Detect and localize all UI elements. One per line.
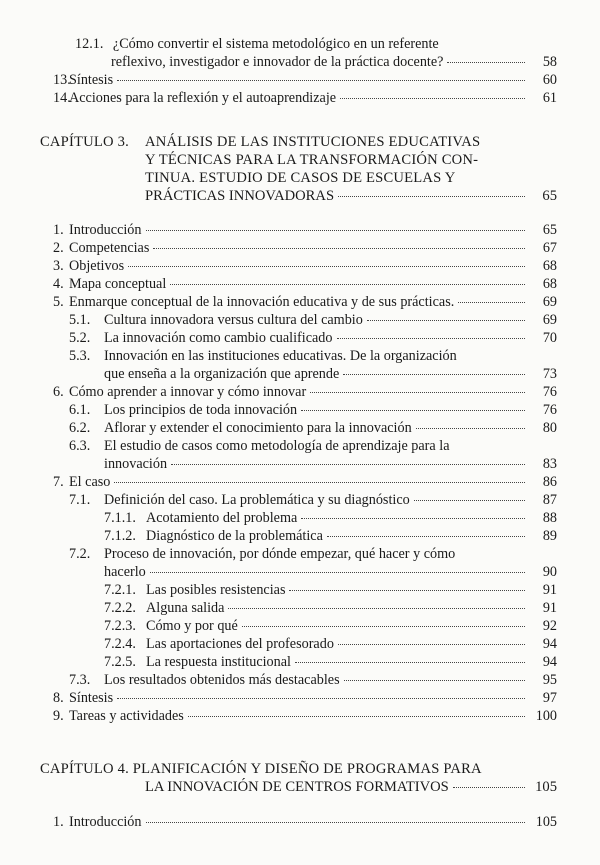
- dot-leader: [295, 661, 525, 663]
- toc-entry-number: 1.: [53, 814, 64, 830]
- toc-entry: [53, 275, 557, 293]
- toc-entry-second-line: [104, 455, 557, 473]
- toc-page-number: 105: [535, 814, 557, 830]
- toc-entry-number: 7.2.5.: [104, 654, 136, 670]
- toc-entry-number: 6.3.: [69, 438, 91, 454]
- toc-entry-text: Competencias: [69, 240, 150, 256]
- toc-page-number: 87: [542, 492, 557, 508]
- dot-leader: [416, 427, 525, 429]
- dot-leader: [458, 301, 525, 303]
- toc-entry-text: Acotamiento del problema: [146, 510, 298, 526]
- toc-entry-number: 7.3.: [69, 672, 91, 688]
- toc-page-number: 68: [542, 258, 557, 274]
- toc-page-number: 105: [535, 779, 557, 795]
- toc-entry-first-line: [69, 437, 450, 455]
- toc-entry-text: Objetivos: [69, 258, 125, 274]
- toc-entry-text: reflexivo, investigador e innovador de la práctica docente?: [111, 54, 444, 70]
- dot-leader: [343, 373, 525, 375]
- toc-entry-12-1-line2: [111, 53, 557, 71]
- toc-entry: [69, 329, 557, 347]
- toc-entry-number: 6.2.: [69, 420, 91, 436]
- dot-leader: [447, 61, 525, 63]
- toc-entry-text: Las posibles resistencias: [146, 582, 286, 598]
- toc-entry-text: La innovación como cambio cualificado: [104, 330, 333, 346]
- toc-entry-text: Las aportaciones del profesorado: [146, 636, 334, 652]
- toc-page-number: 80: [542, 420, 557, 436]
- toc-page-number: 86: [542, 474, 557, 490]
- toc-entry: [69, 671, 557, 689]
- dot-leader: [171, 463, 525, 465]
- toc-page-number: 58: [542, 54, 557, 70]
- chapter-3-label: CAPÍTULO 3.: [40, 134, 129, 150]
- chapter-3-title-line2: Y TÉCNICAS PARA LA TRANSFORMACIÓN CON-: [145, 152, 479, 168]
- dot-leader: [340, 97, 525, 99]
- toc-entry: [53, 71, 557, 89]
- toc-entry-number: 1.: [53, 222, 64, 238]
- toc-entry: [53, 813, 557, 831]
- toc-entry-number: 6.: [53, 384, 64, 400]
- toc-entry-text: innovación: [104, 456, 168, 472]
- toc-entry-first-line: [69, 545, 455, 563]
- toc-entry-text: Cómo y por qué: [146, 618, 238, 634]
- toc-entry-number: 5.2.: [69, 330, 91, 346]
- toc-page-number: 94: [542, 654, 557, 670]
- toc-page-number: 91: [542, 600, 557, 616]
- toc-page-number: 65: [542, 188, 557, 204]
- toc-page-number: 67: [542, 240, 557, 256]
- toc-entry-text: Introducción: [69, 814, 142, 830]
- toc-entry-text: Los resultados obtenidos más destacables: [104, 672, 340, 688]
- toc-entry-text: Cómo aprender a innovar y cómo innovar: [69, 384, 307, 400]
- toc-entry-number: 7.2.4.: [104, 636, 136, 652]
- toc-page-number: 83: [542, 456, 557, 472]
- toc-entry-number: 4.: [53, 276, 64, 292]
- dot-leader: [188, 715, 525, 717]
- toc-page-number: 76: [542, 402, 557, 418]
- toc-page-number: 73: [542, 366, 557, 382]
- toc-entry: [69, 401, 557, 419]
- toc-entry: [104, 635, 557, 653]
- dot-leader: [414, 499, 525, 501]
- toc-page-number: 69: [542, 312, 557, 328]
- dot-leader: [170, 283, 525, 285]
- chapter-3-title-line4: [145, 187, 557, 205]
- dot-leader: [344, 679, 525, 681]
- dot-leader: [338, 643, 525, 645]
- toc-page-number: 97: [542, 690, 557, 706]
- chapter-3-title-line3: TINUA. ESTUDIO DE CASOS DE ESCUELAS Y: [145, 170, 456, 186]
- toc-page-number: 76: [542, 384, 557, 400]
- dot-leader: [150, 571, 525, 573]
- chapter-title-text: LA INNOVACIÓN DE CENTROS FORMATIVOS: [145, 779, 449, 795]
- toc-page-number: 89: [542, 528, 557, 544]
- toc-entry-text: Proceso de innovación, por dónde empezar, qué hacer y cómo: [104, 546, 456, 562]
- toc-entry: [104, 527, 557, 545]
- toc-entry-text: Los principios de toda innovación: [104, 402, 298, 418]
- chapter-3-title-line1: ANÁLISIS DE LAS INSTITUCIONES EDUCATIVAS: [145, 134, 481, 150]
- toc-page-number: 65: [542, 222, 557, 238]
- toc-page-number: 92: [542, 618, 557, 634]
- toc-page-number: 70: [542, 330, 557, 346]
- toc-entry-number: 13.: [53, 72, 71, 88]
- toc-page-number: 100: [535, 708, 557, 724]
- toc-page-number: 68: [542, 276, 557, 292]
- toc-entry-text: ¿Cómo convertir el sistema metodológico en un referente: [112, 36, 439, 52]
- toc-entry-text: Síntesis: [69, 72, 114, 88]
- chapter-4-title-line1: CAPÍTULO 4. PLANIFICACIÓN Y DISEÑO DE PROGRAMAS PARA: [40, 761, 482, 777]
- toc-entry-number: 14.: [53, 90, 71, 106]
- toc-entry-text: hacerlo: [104, 564, 146, 580]
- toc-entry-number: 6.1.: [69, 402, 91, 418]
- dot-leader: [301, 517, 525, 519]
- toc-entry-text: La respuesta institucional: [146, 654, 291, 670]
- dot-leader: [146, 229, 526, 231]
- dot-leader: [453, 786, 525, 788]
- toc-entry-text: El estudio de casos como metodología de aprendizaje para la: [104, 438, 450, 454]
- toc-entry: [69, 419, 557, 437]
- toc-entry-number: 7.2.: [69, 546, 91, 562]
- toc-entry: [53, 707, 557, 725]
- toc-entry-number: 7.2.3.: [104, 618, 136, 634]
- dot-leader: [153, 247, 525, 249]
- toc-entry: [53, 239, 557, 257]
- toc-entry: [53, 89, 557, 107]
- toc-entry-text: Enmarque conceptual de la innovación educativa y de sus prácticas.: [69, 294, 455, 310]
- toc-entry-number: 5.1.: [69, 312, 91, 328]
- toc-page-number: 95: [542, 672, 557, 688]
- toc-page-number: 91: [542, 582, 557, 598]
- toc-entry-number: 7.1.1.: [104, 510, 136, 526]
- toc-entry-number: 9.: [53, 708, 64, 724]
- toc-entry: [104, 617, 557, 635]
- toc-entry-text: Innovación en las instituciones educativas. De la organización: [104, 348, 457, 364]
- dot-leader: [337, 337, 526, 339]
- dot-leader: [114, 481, 525, 483]
- toc-entry-number: 2.: [53, 240, 64, 256]
- toc-entry-number: 7.: [53, 474, 64, 490]
- dot-leader: [128, 265, 525, 267]
- toc-entry-text: Mapa conceptual: [69, 276, 167, 292]
- toc-entry-second-line: [104, 365, 557, 383]
- toc-page-number: 90: [542, 564, 557, 580]
- toc-entry: [53, 383, 557, 401]
- dot-leader: [367, 319, 525, 321]
- toc-entry: [53, 473, 557, 491]
- toc-entry-number: 7.2.1.: [104, 582, 136, 598]
- toc-entry-text: Introducción: [69, 222, 142, 238]
- toc-entry-number: 7.1.: [69, 492, 91, 508]
- toc-entry-text: Síntesis: [69, 690, 114, 706]
- toc-page-number: 60: [542, 72, 557, 88]
- toc-entry-text: El caso: [69, 474, 111, 490]
- toc-entry-number: 12.1.: [75, 36, 104, 52]
- toc-entry-number: 8.: [53, 690, 64, 706]
- toc-page-number: 69: [542, 294, 557, 310]
- dot-leader: [289, 589, 525, 591]
- dot-leader: [338, 195, 525, 197]
- dot-leader: [310, 391, 525, 393]
- toc-entry: [53, 689, 557, 707]
- toc-entry: [69, 311, 557, 329]
- toc-page-number: 94: [542, 636, 557, 652]
- toc-page-number: 61: [542, 90, 557, 106]
- toc-entry-first-line: [69, 347, 457, 365]
- toc-entry-number: 7.1.2.: [104, 528, 136, 544]
- toc-entry-number: 5.: [53, 294, 64, 310]
- toc-entry-text: Tareas y actividades: [69, 708, 184, 724]
- toc-entry-number: 3.: [53, 258, 64, 274]
- toc-entry-text: Definición del caso. La problemática y su diagnóstico: [104, 492, 410, 508]
- toc-entry-12-1-line1: [75, 35, 439, 53]
- toc-entry-text: Acciones para la reflexión y el autoaprendizaje: [69, 90, 337, 106]
- toc-entry: [53, 221, 557, 239]
- dot-leader: [327, 535, 525, 537]
- toc-entry: [53, 257, 557, 275]
- chapter-title-text: PRÁCTICAS INNOVADORAS: [145, 188, 335, 204]
- toc-entry: [69, 491, 557, 509]
- toc-entry: [104, 599, 557, 617]
- dot-leader: [117, 697, 525, 699]
- dot-leader: [301, 409, 525, 411]
- toc-entry: [104, 509, 557, 527]
- toc-entry-number: 5.3.: [69, 348, 91, 364]
- toc-page-number: 88: [542, 510, 557, 526]
- dot-leader: [146, 821, 526, 823]
- toc-entry-text: Cultura innovadora versus cultura del cambio: [104, 312, 363, 328]
- toc-entry: [104, 581, 557, 599]
- toc-entry-number: 7.2.2.: [104, 600, 136, 616]
- dot-leader: [242, 625, 525, 627]
- toc-entry-second-line: [104, 563, 557, 581]
- dot-leader: [117, 79, 525, 81]
- toc-entry: [53, 293, 557, 311]
- toc-entry-text: Diagnóstico de la problemática: [146, 528, 323, 544]
- dot-leader: [228, 607, 525, 609]
- toc-entry: [104, 653, 557, 671]
- chapter-4-title-line2: [145, 778, 557, 796]
- toc-entry-text: Alguna salida: [146, 600, 225, 616]
- toc-entry-text: que enseña a la organización que aprende: [104, 366, 340, 382]
- toc-entry-text: Aflorar y extender el conocimiento para la innovación: [104, 420, 412, 436]
